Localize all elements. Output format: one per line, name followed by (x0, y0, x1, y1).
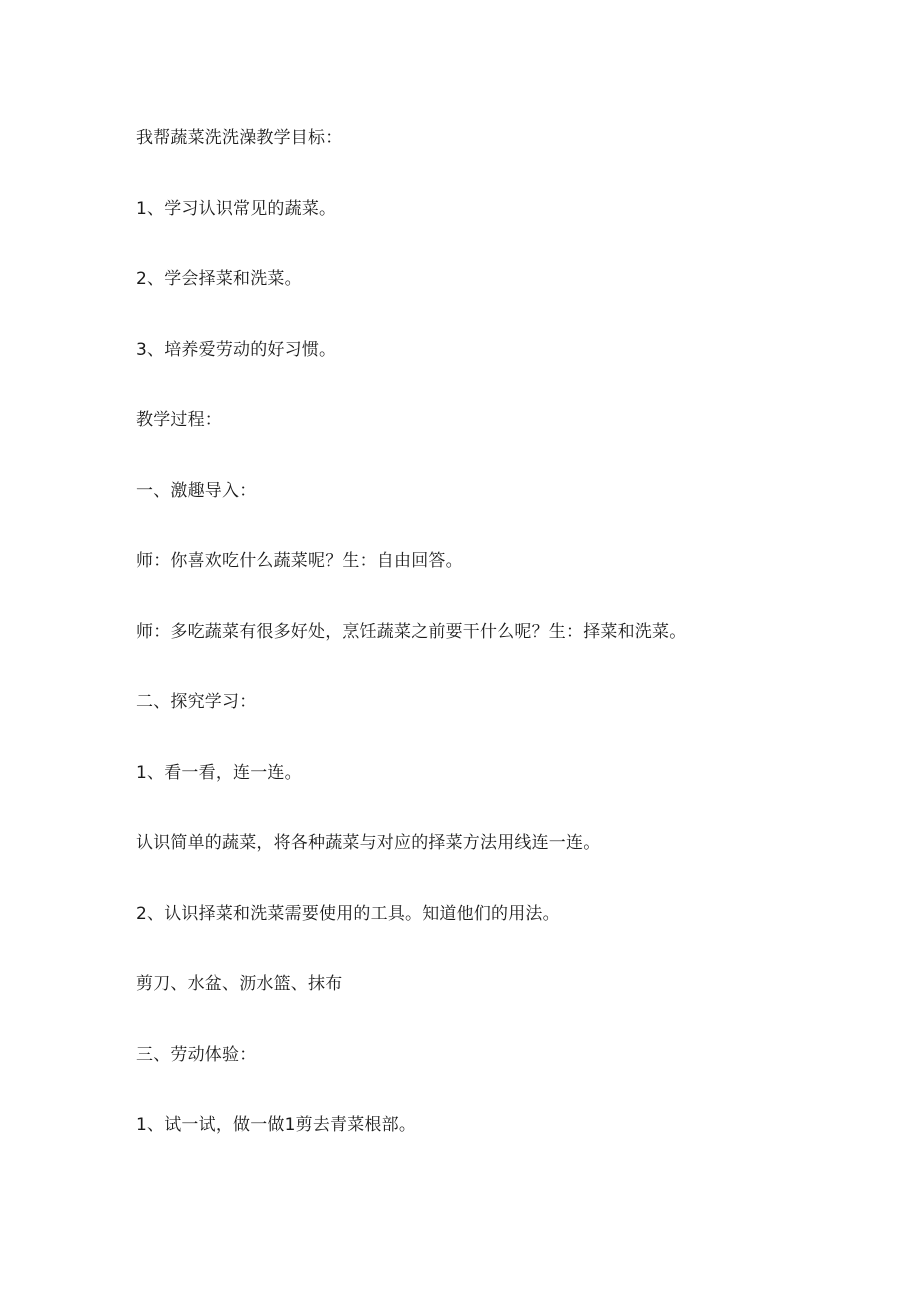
explore-item-2: 2、认识择菜和洗菜需要使用的工具。知道他们的用法。 (136, 904, 560, 924)
process-heading: 教学过程： (136, 410, 222, 430)
document-title: 我帮蔬菜洗洗澡教学目标： (136, 128, 343, 148)
practice-item-1: 1、试一试，做一做1剪去青菜根部。 (136, 1115, 417, 1135)
tools-list: 剪刀、水盆、沥水篮、抹布 (136, 974, 343, 994)
explore-item-1: 1、看一看，连一连。 (136, 763, 302, 783)
objective-item-3: 3、培养爱劳动的好习惯。 (136, 340, 337, 360)
objective-item-1: 1、学习认识常见的蔬菜。 (136, 199, 337, 219)
objective-item-2: 2、学会择菜和洗菜。 (136, 269, 302, 289)
section-heading-intro: 一、激趣导入： (136, 481, 257, 501)
dialogue-line-2: 师：多吃蔬菜有很多好处，烹饪蔬菜之前要干什么呢？生：择菜和洗菜。 (136, 622, 687, 642)
explore-item-1-detail: 认识简单的蔬菜，将各种蔬菜与对应的择菜方法用线连一连。 (136, 833, 601, 853)
section-heading-explore: 二、探究学习： (136, 692, 257, 712)
section-heading-practice: 三、劳动体验： (136, 1045, 257, 1065)
dialogue-line-1: 师：你喜欢吃什么蔬菜呢？生：自由回答。 (136, 551, 463, 571)
